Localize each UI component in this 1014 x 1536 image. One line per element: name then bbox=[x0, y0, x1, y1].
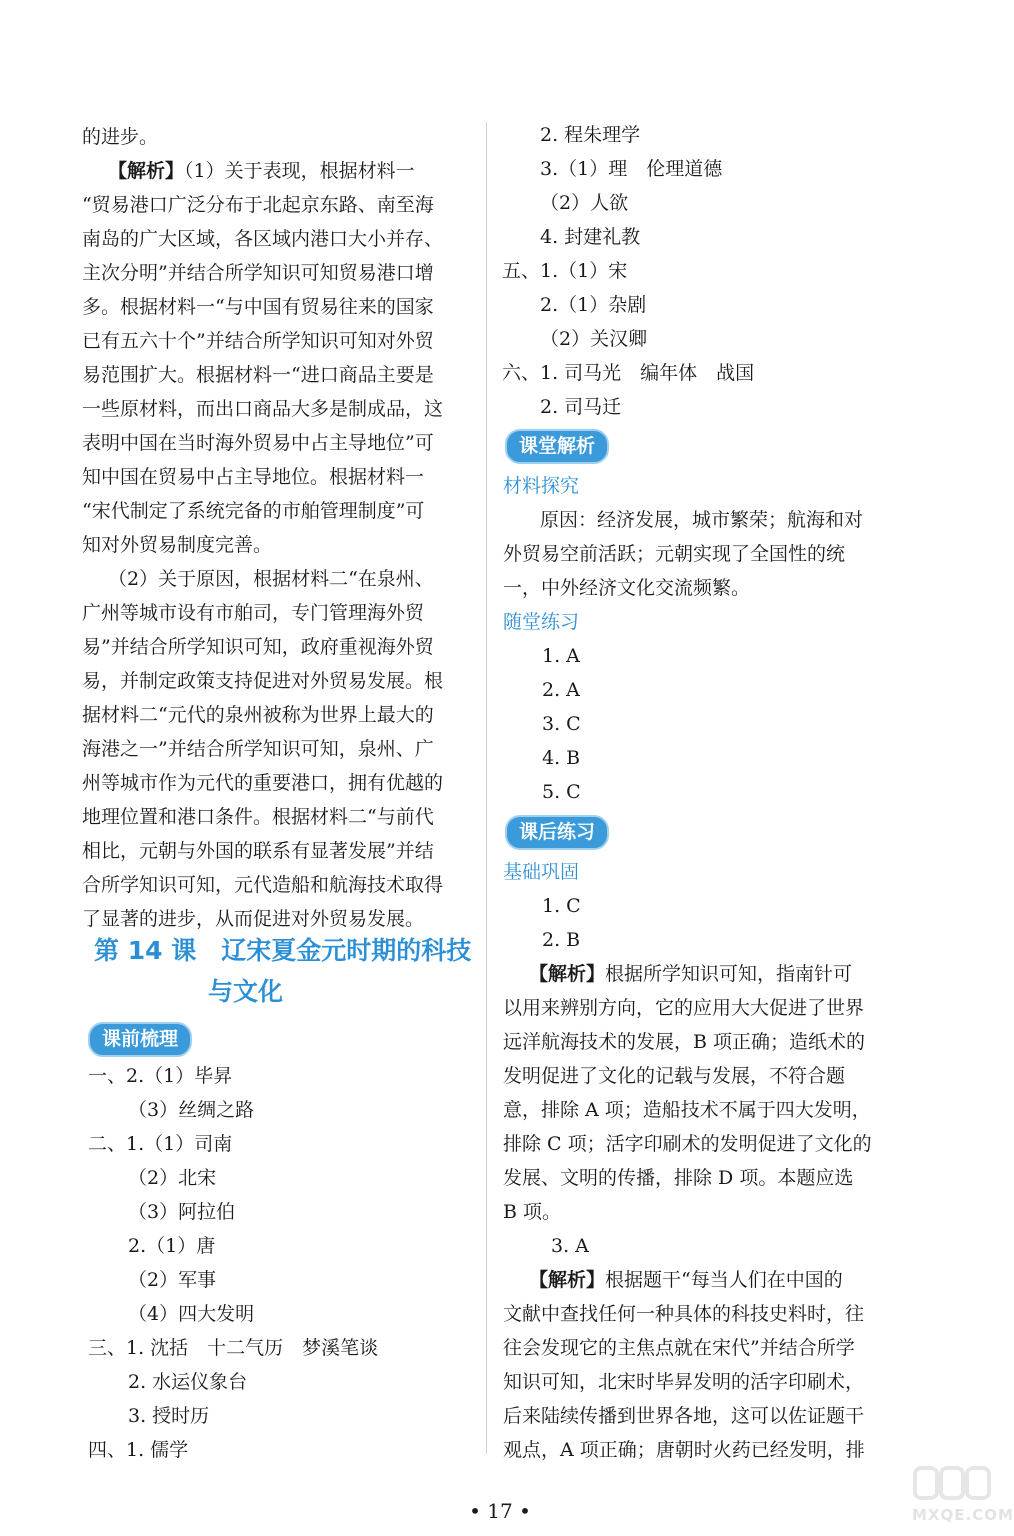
text-line: 主次分明”并结合所学知识可知贸易港口增 bbox=[82, 262, 434, 284]
text-line: 意，排除 A 项；造船技术不属于四大发明， bbox=[503, 1099, 871, 1121]
answer-line: 2.（1）杂剧 bbox=[540, 294, 647, 316]
text-line bbox=[529, 1263, 843, 1297]
text-line: 知中国在贸易中占主导地位。根据材料一 bbox=[82, 466, 425, 488]
text-line: 一，中外经济文化交流频繁。 bbox=[503, 577, 751, 599]
answer-line: （2）关汉卿 bbox=[540, 328, 648, 350]
watermark-icon bbox=[912, 1462, 992, 1508]
answer-line: 3. 授时历 bbox=[128, 1405, 210, 1427]
section-badge-khlx: 课后练习 bbox=[505, 815, 609, 850]
text-line: B 项。 bbox=[503, 1201, 562, 1223]
text-line: 地理位置和港口条件。根据材料二“与前代 bbox=[82, 806, 434, 828]
subsection-title: 随堂练习 bbox=[503, 611, 580, 633]
text-line: 外贸易空前活跃；元朝实现了全国性的统 bbox=[503, 543, 846, 565]
analysis-label: 【解析】 bbox=[529, 963, 606, 985]
section-badge-kqsl: 课前梳理 bbox=[88, 1022, 192, 1057]
text-line: “宋代制定了系统完备的市舶管理制度”可 bbox=[82, 500, 425, 522]
answer-line: 2. 程朱理学 bbox=[540, 124, 641, 146]
answer-line: （2）军事 bbox=[128, 1269, 217, 1291]
text-line: 远洋航海技术的发展，B 项正确；造纸术的 bbox=[503, 1031, 866, 1053]
text-line: 据材料二“元代的泉州被称为世界上最大的 bbox=[82, 704, 434, 726]
lesson-title: 第 14 课 辽宋夏金元时期的科技 bbox=[94, 936, 472, 965]
text-line: 易”并结合所学知识可知，政府重视海外贸 bbox=[82, 636, 434, 658]
analysis-label: 【解析】 bbox=[108, 160, 185, 182]
answer-line: 3. C bbox=[542, 713, 581, 735]
text-line: 以用来辨别方向，它的应用大大促进了世界 bbox=[503, 997, 865, 1019]
answer-line: （3）阿拉伯 bbox=[128, 1201, 236, 1223]
section-badge-ktjx: 课堂解析 bbox=[505, 429, 609, 464]
text-line bbox=[108, 154, 415, 188]
text-line: 观点，A 项正确；唐朝时火药已经发明，排 bbox=[503, 1439, 865, 1461]
answer-line: 一、2.（1）毕昇 bbox=[88, 1065, 233, 1087]
subsection-title: 基础巩固 bbox=[503, 861, 580, 883]
text-line: 州等城市作为元代的重要港口，拥有优越的 bbox=[82, 772, 444, 794]
answer-line: 4. B bbox=[542, 747, 581, 769]
text-line: 南岛的广大区域，各区域内港口大小并存、 bbox=[82, 228, 444, 250]
text-line: 文献中查找任何一种具体的科技史料时，往 bbox=[503, 1303, 865, 1325]
answer-line: （2）北宋 bbox=[128, 1167, 217, 1189]
answer-line: 3.（1）理 伦理道德 bbox=[540, 158, 723, 180]
answer-line: 3. A bbox=[551, 1235, 589, 1257]
text-segment: （1）关于表现，根据材料一 bbox=[184, 160, 415, 182]
subsection-title: 材料探究 bbox=[503, 475, 580, 497]
answer-line: 2. 水运仪象台 bbox=[128, 1371, 248, 1393]
answer-line: 2. 司马迁 bbox=[540, 396, 622, 418]
watermark-text: MXQE.COM bbox=[912, 1506, 1014, 1524]
text-line: “贸易港口广泛分布于北起京东路、南至海 bbox=[82, 194, 434, 216]
text-segment: 根据题干“每当人们在中国的 bbox=[605, 1269, 843, 1291]
watermark-logo bbox=[912, 1462, 1014, 1528]
text-line: 往会发现它的主焦点就在宋代”并结合所学 bbox=[503, 1337, 855, 1359]
answer-line: 2. B bbox=[542, 929, 581, 951]
text-line: 易，并制定政策支持促进对外贸易发展。根 bbox=[82, 670, 444, 692]
text-line: 后来陆续传播到世界各地，这可以佐证题干 bbox=[503, 1405, 865, 1427]
answer-line: 三、1. 沈括 十二气历 梦溪笔谈 bbox=[88, 1337, 379, 1359]
answer-line: 六、1. 司马光 编年体 战国 bbox=[502, 362, 755, 384]
text-line: 易范围扩大。根据材料一“进口商品主要是 bbox=[82, 364, 434, 386]
text-line: 多。根据材料一“与中国有贸易往来的国家 bbox=[82, 296, 434, 318]
lesson-title-continued: 与文化 bbox=[208, 977, 284, 1006]
text-line: 发明促进了文化的记载与发展，不符合题 bbox=[503, 1065, 846, 1087]
answer-line: （4）四大发明 bbox=[128, 1303, 255, 1325]
analysis-label: 【解析】 bbox=[529, 1269, 606, 1291]
answer-line: 2. A bbox=[542, 679, 580, 701]
text-line: 已有五六十个”并结合所学知识可知对外贸 bbox=[82, 330, 434, 352]
answer-line: 二、1.（1）司南 bbox=[88, 1133, 233, 1155]
answer-line: 5. C bbox=[542, 781, 581, 803]
text-line: 发展、文明的传播，排除 D 项。本题应选 bbox=[503, 1167, 854, 1189]
text-line: （2）关于原因，根据材料二“在泉州、 bbox=[108, 568, 434, 590]
answer-line: 1. C bbox=[542, 895, 581, 917]
text-line bbox=[529, 957, 852, 991]
text-line: 合所学知识可知，元代造船和航海技术取得 bbox=[82, 874, 444, 896]
text-line: 排除 C 项；活字印刷术的发明促进了文化的 bbox=[503, 1133, 872, 1155]
answer-line: 2.（1）唐 bbox=[128, 1235, 216, 1257]
text-line: 相比，元朝与外国的联系有显著发展”并结 bbox=[82, 840, 434, 862]
answer-line: 1. A bbox=[542, 645, 580, 667]
answer-line: （2）人欲 bbox=[540, 192, 629, 214]
answer-line: （3）丝绸之路 bbox=[128, 1099, 255, 1121]
text-line: 表明中国在当时海外贸易中占主导地位”可 bbox=[82, 432, 434, 454]
text-line: 广州等城市设有市舶司，专门管理海外贸 bbox=[82, 602, 425, 624]
answer-line: 4. 封建礼教 bbox=[540, 226, 641, 248]
text-segment: 根据所学知识可知，指南针可 bbox=[605, 963, 853, 985]
column-divider bbox=[486, 122, 487, 1454]
text-line: 一些原材料，而出口商品大多是制成品，这 bbox=[82, 398, 444, 420]
text-line: 的进步。 bbox=[82, 126, 159, 148]
answer-line: 四、1. 儒学 bbox=[88, 1439, 189, 1461]
text-line: 知对外贸易制度完善。 bbox=[82, 534, 273, 556]
text-line: 了显著的进步，从而促进对外贸易发展。 bbox=[82, 908, 425, 930]
text-line: 原因：经济发展，城市繁荣；航海和对 bbox=[540, 509, 864, 531]
text-line: 海港之一”并结合所学知识可知，泉州、广 bbox=[82, 738, 434, 760]
text-line: 知识可知，北宋时毕昇发明的活字印刷术， bbox=[503, 1371, 865, 1393]
page-number: • 17 • bbox=[469, 1499, 531, 1523]
answer-line: 五、1.（1）宋 bbox=[502, 260, 628, 282]
